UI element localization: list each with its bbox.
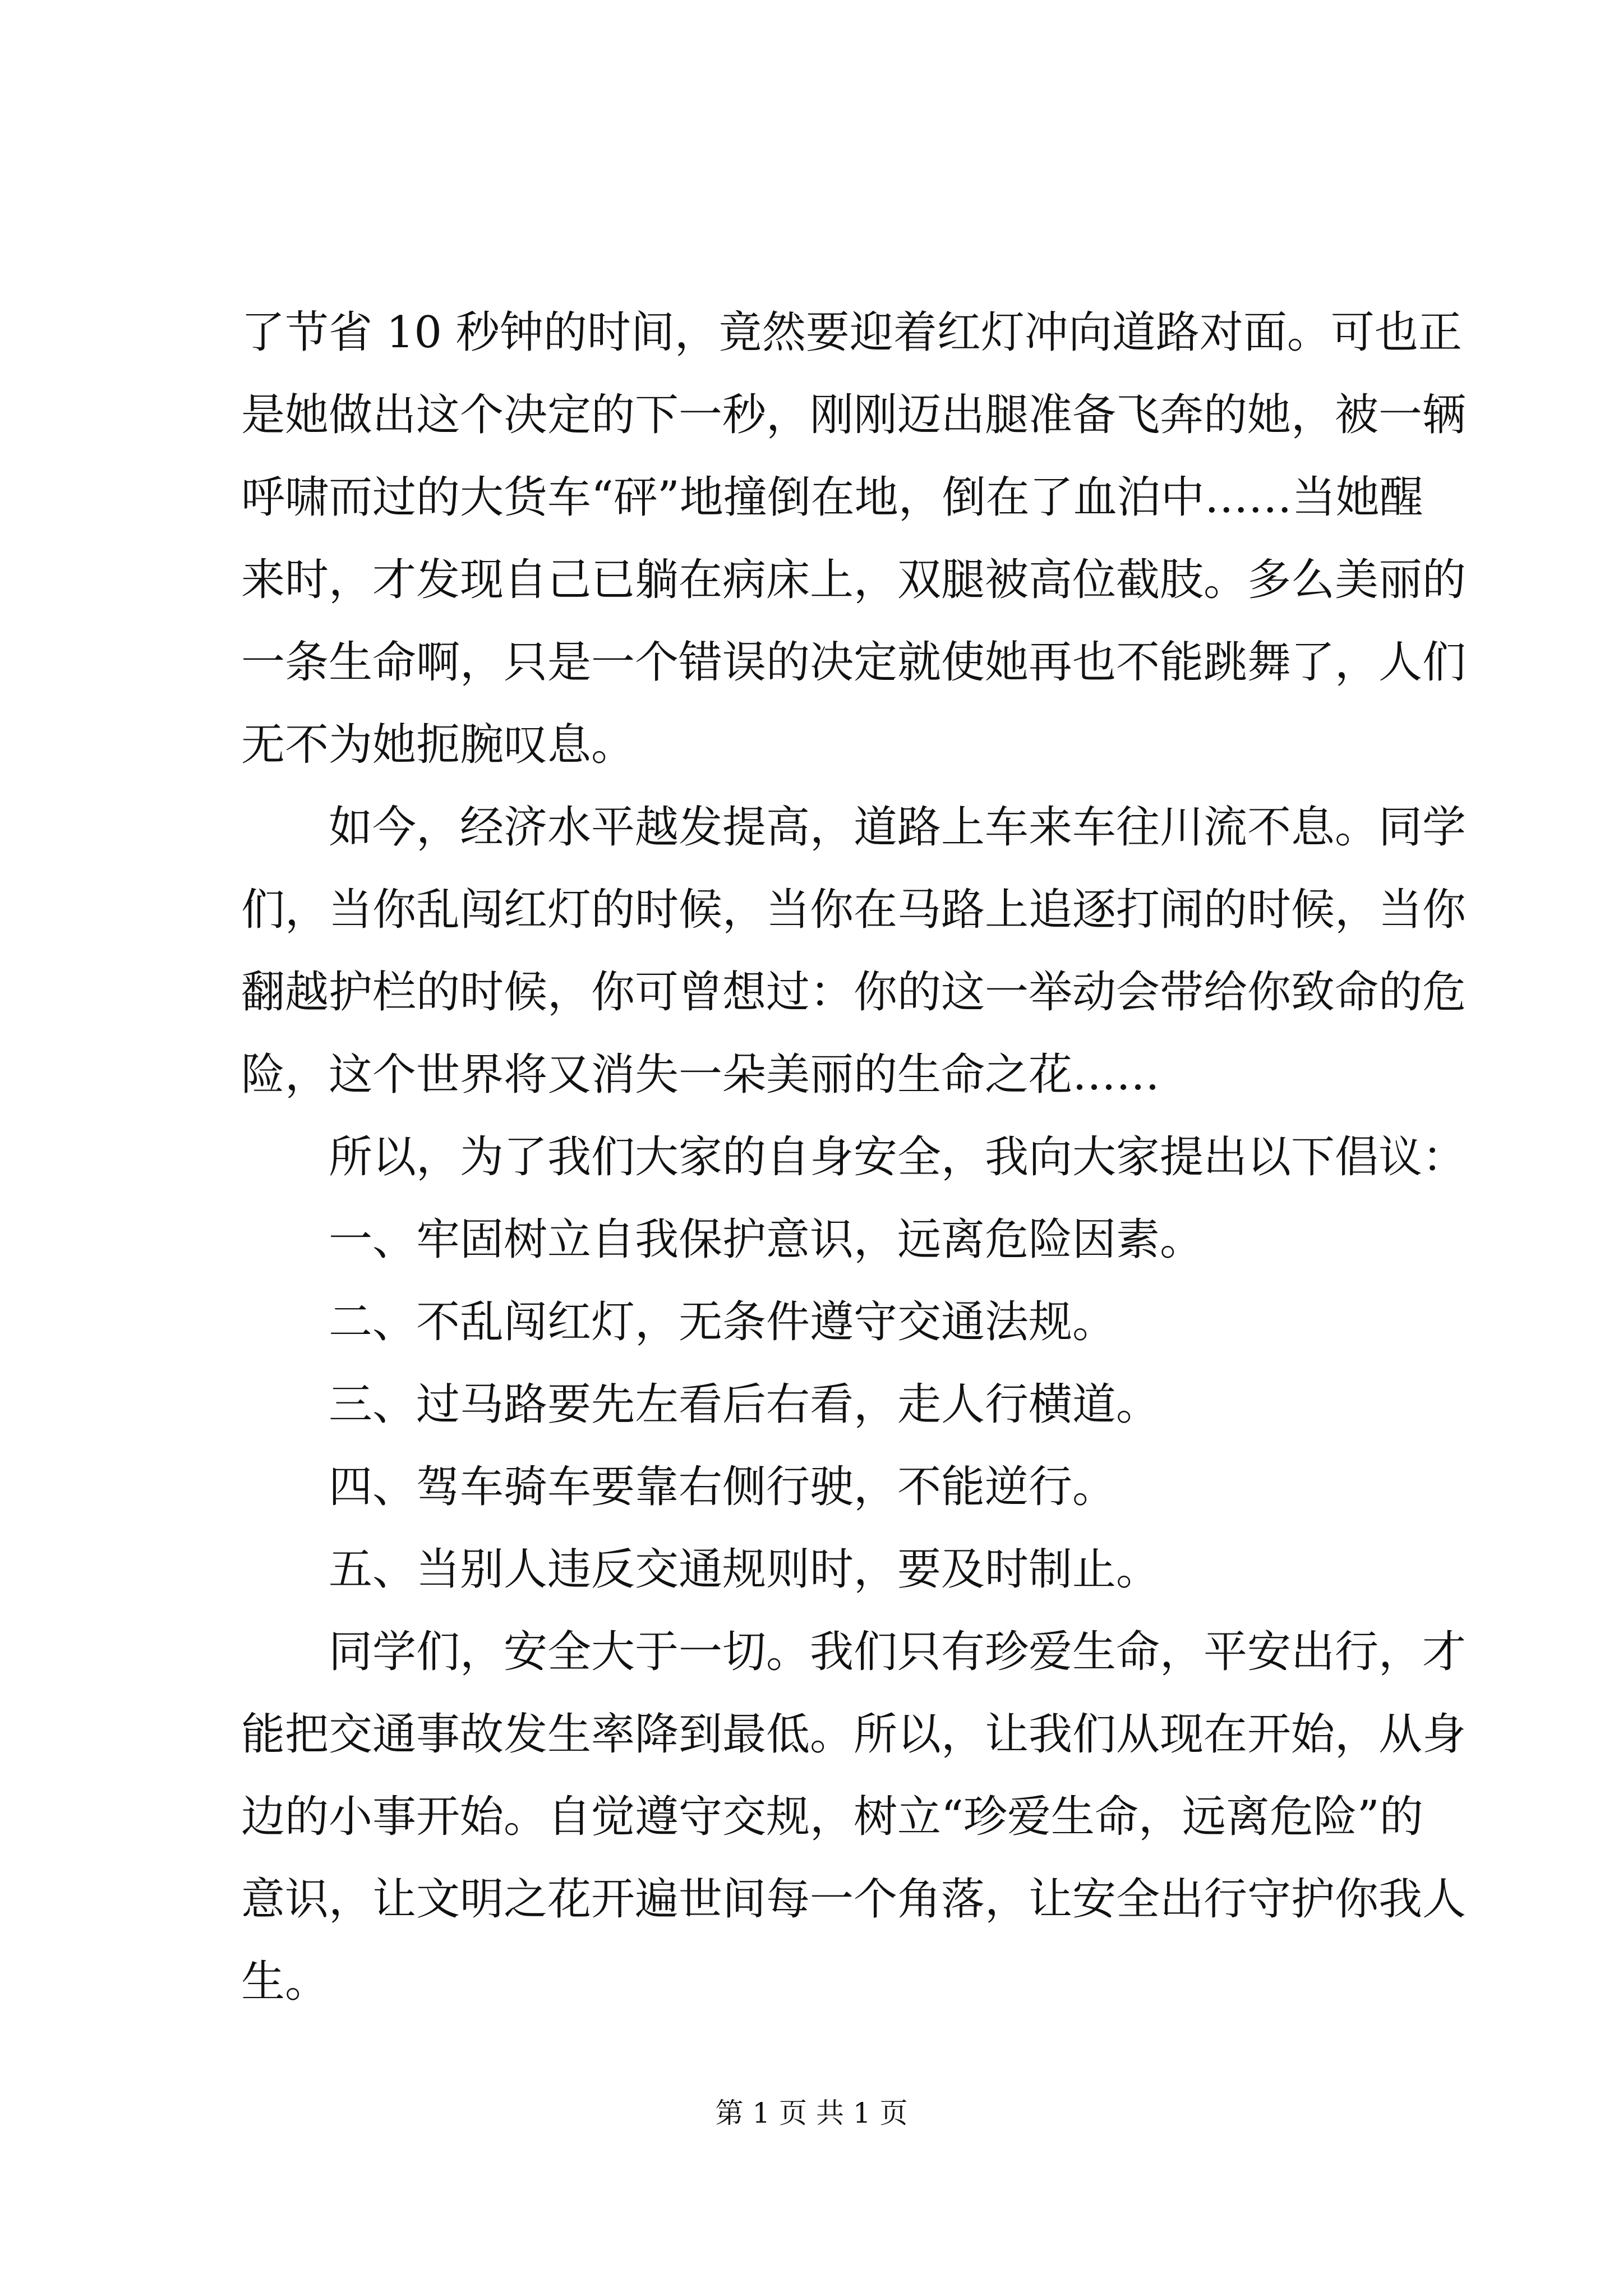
proposal-item: 二、不乱闯红灯，无条件遵守交通法规。 xyxy=(329,1297,1117,1347)
text-line: 边的小事开始。自觉遵守交规，树立“珍爱生命，远离危险”的 xyxy=(241,1792,1423,1842)
document-body xyxy=(241,292,1467,2023)
text-line: 一条生命啊，只是一个错误的决定就使她再也不能跳舞了，人们 xyxy=(241,637,1467,688)
text-line: 险，这个世界将又消失一朵美丽的生命之花…… xyxy=(241,1050,1160,1100)
text-line: 所以，为了我们大家的自身安全，我向大家提出以下倡议： xyxy=(329,1132,1467,1182)
proposal-item: 五、当别人违反交通规则时，要及时制止。 xyxy=(329,1544,1160,1595)
text-line: 如今，经济水平越发提高，道路上车来车往川流不息。同学 xyxy=(329,802,1467,853)
proposal-item: 三、过马路要先左看后右看，走人行横道。 xyxy=(329,1379,1160,1430)
text-line: 翻越护栏的时候，你可曾想过：你的这一举动会带给你致命的危 xyxy=(241,967,1467,1018)
text-line: 意识，让文明之花开遍世间每一个角落，让安全出行守护你我人 xyxy=(241,1874,1467,1925)
text-line: 了节省 10 秒钟的时间，竟然要迎着红灯冲向道路对面。可也正 xyxy=(241,307,1462,358)
proposal-item: 四、驾车骑车要靠右侧行驶，不能逆行。 xyxy=(329,1462,1117,1512)
text-line: 们，当你乱闯红灯的时候，当你在马路上追逐打闹的时候，当你 xyxy=(241,885,1467,935)
proposal-item: 一、牢固树立自我保护意识，远离危险因素。 xyxy=(329,1214,1204,1265)
text-line: 同学们，安全大于一切。我们只有珍爱生命，平安出行，才 xyxy=(329,1627,1467,1677)
text-line: 无不为她扼腕叹息。 xyxy=(241,720,635,770)
text-line: 是她做出这个决定的下一秒，刚刚迈出腿准备飞奔的她，被一辆 xyxy=(241,390,1467,440)
text-line: 来时，才发现自己已躺在病床上，双腿被高位截肢。多么美丽的 xyxy=(241,555,1467,605)
text-line: 呼啸而过的大货车“砰”地撞倒在地，倒在了血泊中……当她醒 xyxy=(241,472,1423,523)
text-line: 生。 xyxy=(241,1957,329,2007)
page-number-footer: 第 1 页 共 1 页 xyxy=(715,2097,908,2129)
text-line: 能把交通事故发生率降到最低。所以，让我们从现在开始，从身 xyxy=(241,1709,1467,1760)
